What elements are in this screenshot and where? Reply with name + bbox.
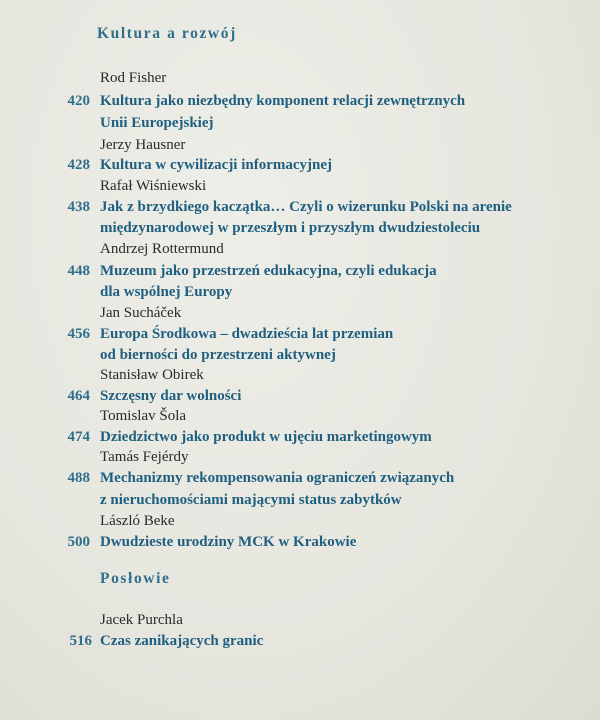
entry-title-line: dla wspólnej Europy xyxy=(100,284,233,300)
entry-title-line: Szczęsny dar wolności xyxy=(100,388,242,404)
entry-page-number: 464 xyxy=(67,388,90,404)
entry-title-line: Mechanizmy rekompensowania ograniczeń związanych xyxy=(100,470,455,486)
entry-author: Tamás Fejérdy xyxy=(100,449,189,465)
entry-page-number: 500 xyxy=(67,534,90,550)
entry-title-line: Dziedzictwo jako produkt w ujęciu marketingowym xyxy=(100,429,432,445)
entry-page-number: 448 xyxy=(67,263,90,279)
entry-title-line: z nieruchomościami mającymi status zabytków xyxy=(100,492,402,508)
entry-page-number: 428 xyxy=(67,157,90,173)
entry-page-number: 456 xyxy=(67,326,90,342)
entry-author: Tomislav Šola xyxy=(100,408,187,424)
entry-author: Jan Sucháček xyxy=(100,305,182,321)
entry-title-line: międzynarodowej w przeszłym i przyszłym dwudziestoleciu xyxy=(100,220,481,236)
entry-title-line: Dwudzieste urodziny MCK w Krakowie xyxy=(100,534,357,550)
entry-page-number: 420 xyxy=(67,93,90,109)
entry-page-number: 438 xyxy=(67,199,90,215)
entry-title-line: Unii Europejskiej xyxy=(100,115,214,131)
entry-author: Rafał Wiśniewski xyxy=(100,178,207,194)
entry-title-line: Europa Środkowa – dwadzieścia lat przemian xyxy=(100,326,394,342)
entry-title-line: od bierności do przestrzeni aktywnej xyxy=(100,347,336,363)
entry-page-number: 516 xyxy=(69,633,92,649)
entry-author: László Beke xyxy=(100,513,175,529)
entry-title-line: Jak z brzydkiego kaczątka… Czyli o wizerunku Polski na arenie xyxy=(100,199,512,215)
entry-author: Stanisław Obirek xyxy=(100,367,204,383)
entry-title-line: Czas zanikających granic xyxy=(100,633,264,649)
entry-author: Jacek Purchla xyxy=(100,612,183,628)
entry-author: Andrzej Rottermund xyxy=(100,241,224,257)
entry-title-line: Kultura w cywilizacji informacyjnej xyxy=(100,157,333,173)
entry-page-number: 474 xyxy=(67,429,90,445)
section-heading: Kultura a rozwój xyxy=(97,25,237,42)
entry-page-number: 488 xyxy=(67,470,90,486)
entry-title-line: Muzeum jako przestrzeń edukacyjna, czyli edukacja xyxy=(100,263,437,279)
entry-author: Jerzy Hausner xyxy=(100,137,186,153)
entry-title-line: Kultura jako niezbędny komponent relacji zewnętrznych xyxy=(100,93,466,109)
entry-author: Rod Fisher xyxy=(100,70,167,86)
section-heading: Posłowie xyxy=(100,570,171,587)
